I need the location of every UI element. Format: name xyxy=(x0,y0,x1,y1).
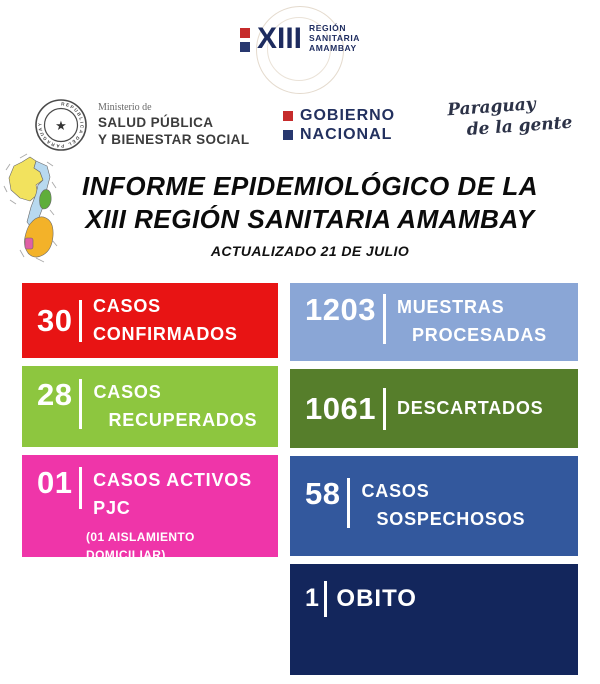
logo-org-line1: REGIÓN xyxy=(308,23,347,34)
stats-column-left xyxy=(22,283,278,675)
stats-column-right xyxy=(290,283,578,675)
stat-label-line1: CASOS xyxy=(93,381,162,402)
ministry-line2: Y BIENESTAR SOCIAL xyxy=(98,131,250,147)
logo-org-text xyxy=(309,24,360,53)
subnote-sin-nexo: (1 sin nexo) xyxy=(82,565,154,580)
slogan-line2: de la gente xyxy=(466,112,573,141)
stat-subnotes xyxy=(37,528,272,582)
gobierno-word: GOBIERNO xyxy=(300,107,396,124)
divider-bar xyxy=(383,294,386,344)
stat-casos-sospechosos xyxy=(290,456,578,556)
header-logos-row xyxy=(0,96,600,156)
navy-square-icon xyxy=(283,130,293,140)
stat-value: 30 xyxy=(37,303,73,338)
divider-bar xyxy=(79,467,82,509)
title-line1: INFORME EPIDEMIOLÓGICO DE LA xyxy=(81,171,538,201)
red-square-icon xyxy=(240,28,250,38)
stat-casos-activos-pjc xyxy=(22,455,278,580)
slogan-line1: Paraguay xyxy=(446,94,537,121)
report-title xyxy=(40,170,580,259)
stat-value: 28 xyxy=(37,376,73,412)
red-square-icon xyxy=(283,111,293,121)
gobierno-nacional-logo xyxy=(283,108,395,144)
region-sanitaria-logo xyxy=(0,24,600,54)
stat-label: CASOS CONFIRMADOS xyxy=(92,295,238,344)
logo-colon-squares xyxy=(240,28,250,52)
stat-value: 1061 xyxy=(305,391,376,426)
navy-square-icon xyxy=(240,42,250,52)
ministry-line1: SALUD PÚBLICA xyxy=(98,115,214,131)
stat-descartados xyxy=(290,369,578,448)
updated-date: ACTUALIZADO 21 DE JULIO xyxy=(210,243,410,259)
paraguay-de-la-gente-script xyxy=(447,92,573,143)
divider-bar xyxy=(324,581,327,617)
ministry-text xyxy=(98,102,249,147)
logo-org-line3: AMAMBAY xyxy=(308,42,357,53)
seal-rim-text: REPUBLICA DEL PARAGUAY xyxy=(37,101,85,149)
divider-bar xyxy=(79,379,82,429)
divider-bar xyxy=(79,300,81,342)
divider-bar xyxy=(383,388,386,430)
stats-grid xyxy=(22,283,578,675)
stat-label-line1: CASOS xyxy=(361,481,430,502)
stat-label-line2: PROCESADAS xyxy=(411,325,547,345)
stat-label-line2: SOSPECHOSOS xyxy=(376,509,526,529)
stat-muestras-procesadas xyxy=(290,283,578,361)
ministry-logo xyxy=(34,98,249,152)
star-icon: ★ xyxy=(55,118,67,133)
stat-label xyxy=(93,379,257,435)
stat-value: 1 xyxy=(305,584,320,613)
stat-value: 1203 xyxy=(305,292,376,328)
stat-label: DESCARTADOS xyxy=(396,397,544,418)
stat-obito xyxy=(290,564,578,675)
stat-label: OBITO xyxy=(336,585,417,612)
logo-org-line2: SANITARIA xyxy=(308,33,361,44)
stat-casos-confirmados xyxy=(22,283,278,358)
stat-label xyxy=(397,294,547,350)
stat-label-line2: RECUPERADOS xyxy=(108,409,258,430)
stat-label-line1: MUESTRAS xyxy=(396,297,505,318)
logo-numeral: XIII xyxy=(256,22,302,55)
stat-value: 58 xyxy=(305,476,341,512)
stat-value: 01 xyxy=(37,465,73,500)
title-line2: XIII REGIÓN SANITARIA AMAMBAY xyxy=(85,203,535,234)
divider-bar xyxy=(347,478,350,528)
ministry-pre: Ministerio de xyxy=(98,102,152,114)
stat-casos-recuperados xyxy=(22,366,278,447)
stat-label: CASOS ACTIVOS PJC xyxy=(93,470,252,518)
stat-label xyxy=(361,478,525,534)
subnote-aislamiento: (01 AISLAMIENTO DOMICILIAR) xyxy=(86,529,195,562)
ministry-seal-icon xyxy=(34,98,88,152)
nacional-word: NACIONAL xyxy=(300,125,393,143)
